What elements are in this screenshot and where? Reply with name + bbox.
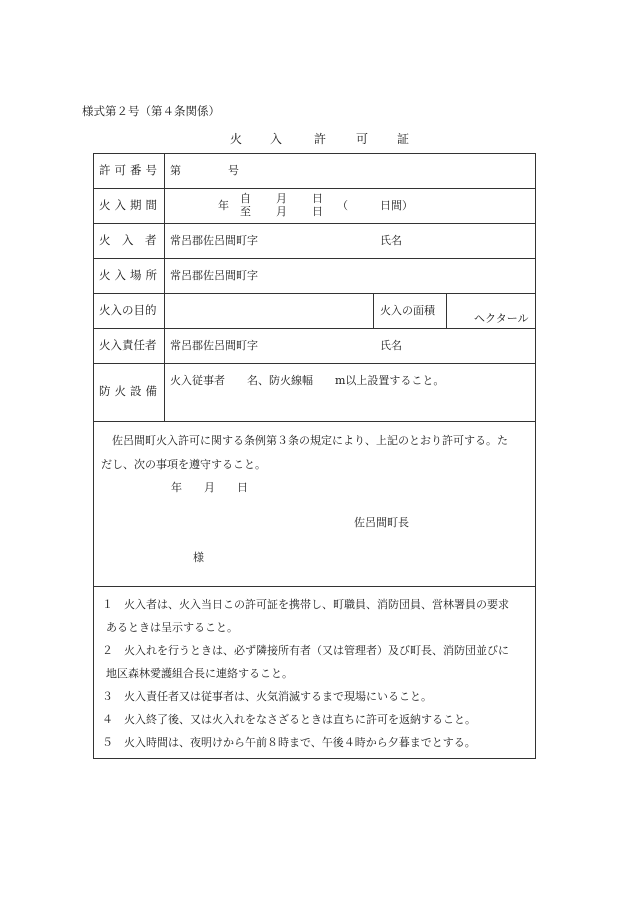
period-from-mark: 自	[240, 192, 251, 205]
fire-prevention-label: 防火設備	[99, 384, 161, 398]
responsible-person-address: 常呂郡佐呂間町字	[170, 339, 258, 352]
fire-area-unit: ヘクタール	[474, 312, 529, 325]
title-char: 許	[314, 132, 327, 146]
title-char: 可	[356, 132, 369, 146]
statement-line-2: だし、次の事項を遵守すること。	[101, 458, 266, 471]
period-from-day: 日	[312, 192, 323, 205]
permit-number-prefix: 第	[170, 164, 181, 177]
condition-text: 火入時間は、夜明けから午前８時まで、午後４時から夕暮までとする。	[124, 736, 476, 749]
condition-text: 火入れを行うときは、必ず隣接所有者（又は管理者）及び町長、消防団並びに	[124, 644, 509, 657]
statement-line-1: 佐呂間町火入許可に関する条例第３条の規定により、上記のとおり許可する。た	[101, 434, 508, 447]
row-divider	[93, 586, 536, 587]
period-to-day: 日	[312, 205, 323, 218]
issuer-title: 佐呂間町長	[354, 516, 409, 529]
fire-period-label: 火入期間	[99, 198, 161, 212]
column-divider	[373, 293, 374, 328]
fire-person-label: 火 入 者	[99, 233, 157, 247]
title-char: 証	[397, 132, 410, 146]
period-open-paren: （	[337, 199, 348, 212]
condition-text: あるときは呈示すること。	[106, 621, 238, 634]
title-char: 火	[230, 132, 243, 146]
permit-number-suffix: 号	[228, 164, 239, 177]
addressee-honorific: 様	[193, 551, 204, 564]
period-to-mark: 至	[240, 205, 251, 218]
row-divider	[93, 258, 536, 259]
fire-place-label: 火入場所	[99, 268, 161, 282]
title-char: 入	[270, 132, 283, 146]
condition-text: 地区森林愛護組合長に連絡すること。	[106, 667, 293, 680]
row-divider	[93, 363, 536, 364]
condition-text: 火入者は、火入当日この許可証を携帯し、町職員、消防団員、営林署員の要求	[124, 598, 509, 611]
condition-number: ４	[102, 713, 113, 726]
form-number-label: 様式第２号（第４条関係）	[82, 104, 220, 118]
condition-number: ２	[102, 644, 113, 657]
issue-date: 年 月 日	[171, 481, 248, 494]
row-divider	[93, 293, 536, 294]
responsible-person-label: 火入責任者	[99, 338, 157, 352]
fire-purpose-label: 火入の目的	[99, 303, 157, 317]
condition-text: 火入責任者又は従事者は、火気消滅するまで現場にいること。	[124, 690, 432, 703]
period-from-month: 月	[276, 192, 287, 205]
column-divider	[446, 293, 447, 328]
period-year: 年	[218, 199, 229, 212]
row-divider	[93, 328, 536, 329]
fire-place-address: 常呂郡佐呂間町字	[170, 269, 258, 282]
fire-person-name-label: 氏名	[380, 234, 402, 247]
period-days-count: 日間）	[380, 199, 413, 212]
row-divider	[93, 223, 536, 224]
responsible-person-name-label: 氏名	[380, 339, 402, 352]
fire-person-address: 常呂郡佐呂間町字	[170, 234, 258, 247]
condition-number: ３	[102, 690, 113, 703]
row-divider	[93, 188, 536, 189]
row-divider	[93, 421, 536, 422]
permit-number-label: 許可番号	[99, 163, 161, 177]
label-column-divider	[164, 153, 165, 421]
condition-number: １	[102, 598, 113, 611]
period-to-month: 月	[276, 205, 287, 218]
condition-text: 火入終了後、又は火入れをなさざるときは直ちに許可を返納すること。	[124, 713, 476, 726]
fire-prevention-text: 火入従事者 名、防火線幅 m以上設置すること。	[170, 374, 445, 387]
fire-area-label: 火入の面積	[380, 304, 435, 317]
condition-number: ５	[102, 736, 113, 749]
